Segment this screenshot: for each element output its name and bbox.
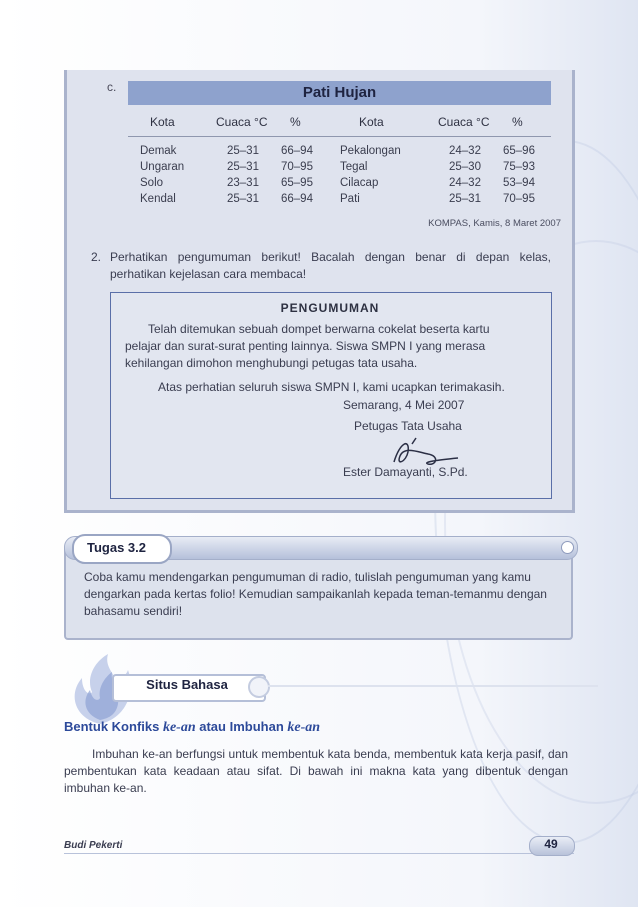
column-header: Kota (150, 115, 175, 129)
table-cell: Ungaran (140, 161, 185, 173)
table-cell: Tegal (340, 161, 368, 173)
heading-text: atau Imbuhan (195, 719, 288, 734)
announcement-date: Semarang, 4 Mei 2007 (343, 398, 465, 412)
announcement-line: kehilangan dimohon menghubungi petugas tata usaha. (125, 356, 418, 370)
item-number: 2. (91, 250, 102, 264)
table-cell: 24–32 (449, 177, 481, 189)
table-cell: 66–94 (281, 145, 313, 157)
table-cell: 25–31 (227, 161, 259, 173)
column-header: % (512, 115, 523, 129)
announcement-title: PENGUMUMAN (280, 301, 380, 315)
instruction-item (91, 249, 551, 283)
table-cell: Solo (140, 177, 164, 189)
table-cell: 25–30 (449, 161, 481, 173)
banner-divider (268, 685, 598, 687)
task-bar-dot-icon (561, 541, 574, 554)
paragraph-text: Imbuhan ke-an berfungsi untuk membentuk kata benda, membentuk kata kerja pasif, dan pembentukan kata keadaan atau sifat. Di bawah ini makna kata yang dibentuk dengan imbuhan ke-an. (64, 747, 568, 795)
table-cell: 75–93 (503, 161, 535, 173)
section-banner-label: Situs Bahasa (146, 677, 228, 692)
table-cell: 70–95 (281, 161, 313, 173)
table-cell: Demak (140, 145, 177, 157)
table-cell: 65–95 (281, 177, 313, 189)
announcement-line: Telah ditemukan sebuah dompet berwarna cokelat beserta kartu (148, 322, 490, 336)
announcement-line: pelajar dan surat-surat penting lainnya. Siswa SMPN I yang merasa (125, 339, 486, 353)
table-cell: Cilacap (340, 177, 379, 189)
item-label: c. (107, 80, 117, 94)
table-cell: Pati (340, 193, 360, 205)
column-header: Kota (359, 115, 384, 129)
table-cell: 70–95 (503, 193, 535, 205)
announcement-line: Atas perhatian seluruh siswa SMPN I, kami ucapkan terimakasih. (158, 380, 505, 394)
heading-italic-term: ke-an (287, 720, 321, 735)
page-number: 49 (544, 837, 558, 851)
table-cell: 66–94 (281, 193, 313, 205)
table-cell: Kendal (140, 193, 176, 205)
table-cell: Pekalongan (340, 145, 401, 157)
book-title: Budi Pekerti (64, 840, 123, 851)
heading-text: Bentuk Konfiks (64, 719, 163, 734)
table-divider (128, 136, 551, 137)
table-source: KOMPAS, Kamis, 8 Maret 2007 (428, 218, 561, 229)
body-paragraph (64, 746, 568, 797)
table-cell: 65–96 (503, 145, 535, 157)
column-header: % (290, 115, 301, 129)
heading-italic-term: ke-an (162, 720, 196, 735)
column-header: Cuaca °C (438, 115, 490, 129)
task-text: Coba kamu mendengarkan pengumuman di radio, tulislah pengumuman yang kamu dengarkan pada kertas folio! Kemudian sampaikanlah kepada teman-temanmu dengan bahasamu sendiri! (84, 570, 547, 618)
column-header: Cuaca °C (216, 115, 268, 129)
announcement-role: Petugas Tata Usaha (354, 419, 462, 433)
table-cell: 25–31 (227, 193, 259, 205)
item-text: Perhatikan pengumuman berikut! Bacalah dengan benar di depan kelas, perhatikan kejelasan cara membaca! (110, 250, 551, 281)
footer-divider (64, 853, 574, 854)
table-cell: 24–32 (449, 145, 481, 157)
table-cell: 53–94 (503, 177, 535, 189)
table-cell: 25–31 (227, 145, 259, 157)
section-heading (64, 719, 320, 736)
ring-icon (248, 676, 270, 698)
table-cell: 23–31 (227, 177, 259, 189)
table-title: Pati Hujan (302, 84, 377, 101)
table-cell: 25–31 (449, 193, 481, 205)
announcement-name: Ester Damayanti, S.Pd. (343, 465, 468, 479)
task-label: Tugas 3.2 (87, 540, 147, 555)
